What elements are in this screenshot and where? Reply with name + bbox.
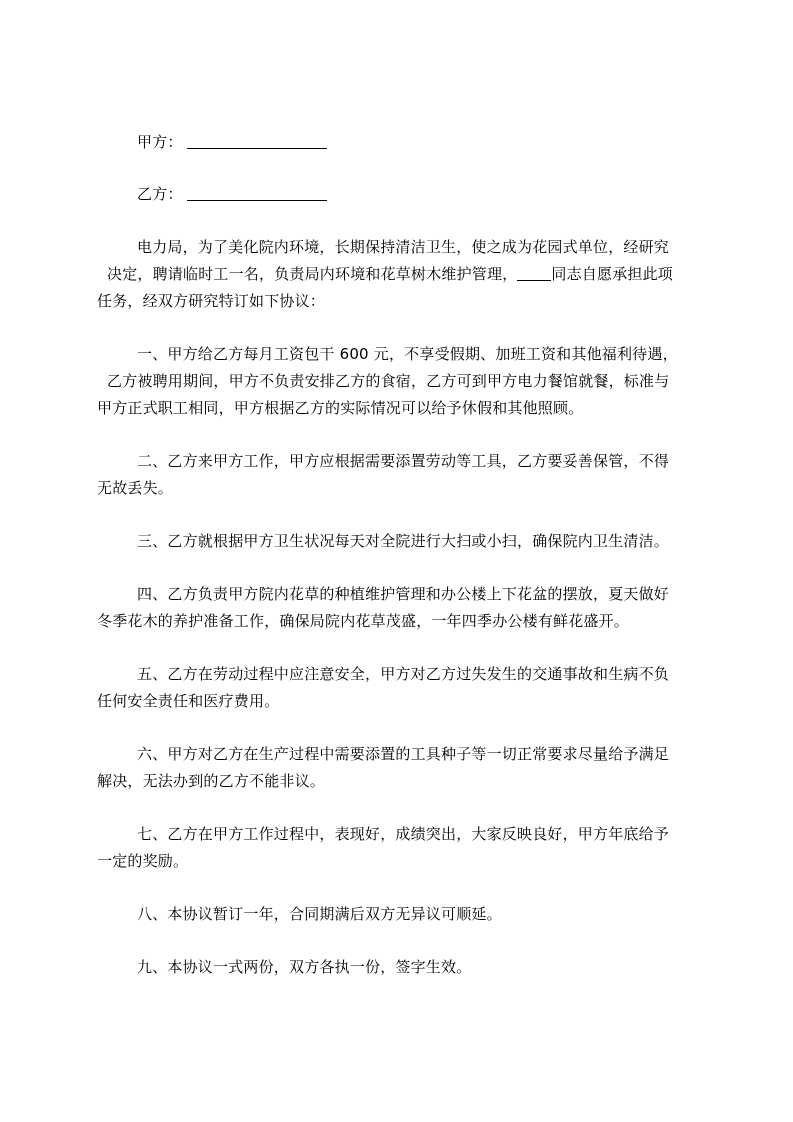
clause-4-line-1: 四、乙方负责甲方院内花草的种植维护管理和办公楼上下花盆的摆放，夏天做好 [137,585,670,603]
clause-5-line-1: 五、乙方在劳动过程中应注意安全，甲方对乙方过失发生的交通事故和生病不负 [137,665,670,683]
clause-6-line-1: 六、甲方对乙方在生产过程中需要添置的工具种子等一切正常要求尽量给予满足 [137,745,670,763]
clause-4-line-2: 冬季花木的养护准备工作，确保局院内花草茂盛，一年四季办公楼有鲜花盛开。 [97,612,630,630]
clause-8-line-1: 八、本协议暂订一年，合同期满后双方无异议可顺延。 [137,905,502,923]
clause-7-line-1: 七、乙方在甲方工作过程中，表现好，成绩突出，大家反映良好，甲方年底给予 [137,825,670,843]
party-b-line [137,184,747,204]
clause-2-line-1: 二、乙方来甲方工作，甲方应根据需要添置劳动等工具，乙方要妥善保管，不得 [137,452,670,470]
party-a-blank [187,134,327,149]
clause-9-line-1: 九、本协议一式两份，双方各执一份，签字生效。 [137,958,472,976]
clause-1-line-2: 乙方被聘用期间，甲方不负责安排乙方的食宿，乙方可到甲方电力餐馆就餐，标准与 [107,372,670,390]
intro-line-2 [107,264,717,284]
intro-line-1: 电力局，为了美化院内环境，长期保持清洁卫生，使之成为花园式单位，经研究 [137,238,670,256]
clause-6-line-2: 解决，无法办到的乙方不能非议。 [97,772,326,790]
intro-name-blank [517,266,551,281]
clause-1-line-1: 一、甲方给乙方每月工资包干 600 元，不享受假期、加班工资和其他福利待遇， [137,345,678,363]
clause-5-line-2: 任何安全责任和医疗费用。 [97,692,280,710]
clause-7-line-2: 一定的奖励。 [97,852,189,870]
party-b-label: 乙方： [137,185,183,203]
intro-line-2-end: 同志自愿承担此项 [551,265,674,283]
clause-3-line-1: 三、乙方就根据甲方卫生状况每天对全院进行大扫或小扫，确保院内卫生清洁。 [137,532,670,550]
clause-1-line-3: 甲方正式职工相同，甲方根据乙方的实际情况可以给予休假和其他照顾。 [97,399,584,417]
party-b-blank [187,186,327,201]
intro-line-2-text: 决定，聘请临时工一名，负责局内环境和花草树木维护管理， [107,265,518,283]
intro-line-3: 任务，经双方研究特订如下协议： [97,292,326,310]
party-a-line [137,132,747,152]
clause-2-line-2: 无故丢失。 [97,479,174,497]
party-a-label: 甲方： [137,133,183,151]
